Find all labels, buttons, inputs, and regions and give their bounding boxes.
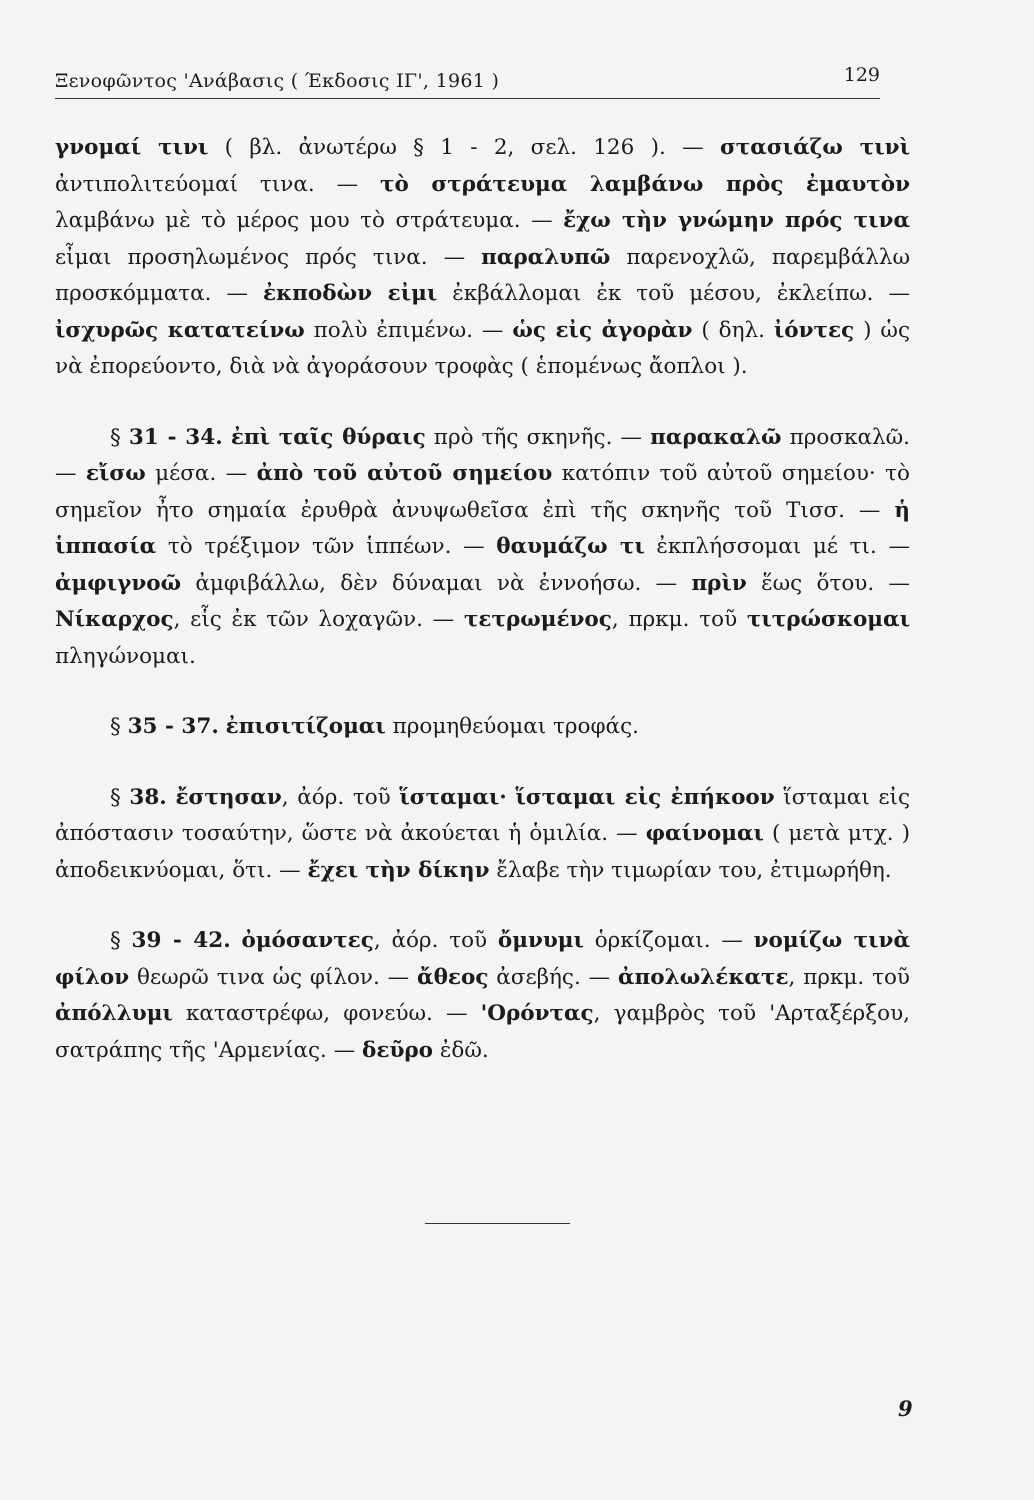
- gloss-text: ἕως ὅτου. —: [746, 570, 910, 596]
- headword: στασιάζω τινὶ: [719, 135, 910, 160]
- headword: ἔχω τὴν γνώμην πρός τινα: [563, 208, 910, 233]
- headword: φαίνομαι: [645, 821, 764, 846]
- headword: 31 - 34.: [128, 424, 223, 450]
- headword: νομίζω τινὰ φίλον: [55, 928, 911, 990]
- gloss-text: §: [110, 928, 132, 953]
- gloss-text: ἐκβάλλομαι ἐκ τοῦ μέσου, ἐκλείπω. —: [437, 281, 911, 306]
- end-rule: [425, 1223, 570, 1224]
- gloss-text: , ἀόρ. τοῦ: [281, 784, 400, 810]
- paragraph-section-38: [55, 780, 910, 890]
- gloss-text: ἀσεβής. —: [488, 964, 619, 990]
- headword: ἀπὸ τοῦ αὐτοῦ σημείου: [256, 461, 553, 486]
- paragraph-continuation: [55, 130, 910, 386]
- page-number: 129: [843, 64, 880, 86]
- gloss-text: κατόπιν τοῦ αὐτοῦ σημείου· τὸ σημεῖον ἦτο σημαία ἐρυθρὰ ἀνυψωθεῖσα ἐπὶ τῆς σκηνῆς τοῦ Τισσ. —: [55, 461, 910, 523]
- headword: παρακαλῶ: [650, 424, 782, 450]
- headword: 35 - 37.: [127, 714, 219, 739]
- headword: ἀπόλλυμι: [55, 1001, 173, 1026]
- gloss-text: §: [110, 714, 128, 739]
- headword: ὄμνυμι: [497, 928, 584, 953]
- headword: ἵσταμαι·: [399, 784, 507, 810]
- headword: ἀπολωλέκατε: [618, 964, 789, 990]
- headword: ἄθεος: [417, 964, 489, 990]
- gloss-text: [231, 928, 242, 953]
- running-header: [55, 64, 880, 99]
- headword: ἐκποδὼν εἰμι: [263, 281, 438, 306]
- headword: πρὶν: [691, 570, 747, 596]
- headword: ἐπισιτίζομαι: [225, 714, 386, 739]
- gloss-text: ἐκπλήσσομαι μέ τι. —: [644, 534, 910, 559]
- running-title: Ξενοφῶντος 'Ανάβασις ( Έκδοσις ΙΓ', 1961 ): [55, 70, 500, 92]
- headword: παραλυπῶ: [481, 244, 611, 270]
- gloss-text: λαμβάνω μὲ τὸ μέρος μου τὸ στράτευμα. —: [55, 208, 564, 233]
- gloss-text: τὸ τρέξιμον τῶν ἱππέων. —: [156, 534, 497, 559]
- signature-mark: 9: [898, 1396, 913, 1421]
- headword: τιτρώσκομαι: [746, 607, 910, 632]
- gloss-text: προμηθεύομαι τροφάς.: [385, 714, 639, 739]
- headword: 39 - 42.: [131, 928, 231, 953]
- headword: ὡς εἰς ἀγορὰν: [512, 317, 693, 343]
- gloss-text: ( βλ. ἀνωτέρω § 1 - 2, σελ. 126 ). —: [208, 135, 720, 160]
- gloss-text: §: [110, 784, 130, 810]
- headword: εἴσω: [85, 461, 146, 486]
- gloss-text: καταστρέφω, φονεύω. —: [172, 1001, 481, 1026]
- gloss-text: προσκαλῶ. —: [55, 424, 910, 486]
- gloss-text: ἐδῶ.: [433, 1037, 489, 1063]
- headword: Νίκαρχος: [55, 607, 174, 632]
- headword: δεῦρο: [362, 1037, 434, 1063]
- gloss-text: πληγώνομαι.: [55, 643, 196, 669]
- gloss-text: ( δηλ.: [692, 317, 774, 343]
- headword: τετρωμένος: [463, 607, 612, 632]
- gloss-text: παρενοχλῶ, παρεμβάλλω προσκόμματα. —: [55, 244, 910, 306]
- gloss-text: , ἀόρ. τοῦ: [373, 928, 498, 953]
- headword: ἀμφιγνοῶ: [55, 570, 182, 596]
- paragraph-section-39-42: [55, 923, 910, 1069]
- gloss-text: ὁρκίζομαι. —: [583, 928, 754, 953]
- gloss-text: , εἷς ἐκ τῶν λοχαγῶν. —: [173, 607, 464, 632]
- headword: ἰόντες: [773, 317, 855, 343]
- headword: ἔστησαν: [175, 784, 282, 810]
- gloss-text: θεωρῶ τινα ὡς φίλον. —: [129, 964, 418, 990]
- headword: ἵσταμαι εἰς ἐπήκοον: [515, 784, 775, 810]
- gloss-text: ἀμφιβάλλω, δὲν δύναμαι νὰ ἐννοήσω. —: [181, 570, 692, 596]
- gloss-text: ἵσταμαι εἰς ἀπόστασιν τοσαύτην, ὥστε νὰ ἀκούεται ἡ ὁμιλία. —: [55, 784, 910, 846]
- gloss-text: , πρκμ. τοῦ: [788, 964, 910, 990]
- gloss-text: ἔλαβε τὴν τιμωρίαν του, ἐτιμωρήθη.: [489, 857, 892, 883]
- paragraph-section-35-37: [55, 709, 910, 746]
- gloss-text: μέσα. —: [145, 461, 257, 486]
- headword: θαυμάζω τι: [496, 534, 645, 559]
- headword: τὸ στράτευμα λαμβάνω πρὸς ἐμαυτὸν: [380, 171, 910, 197]
- headword: ἡ ἱππασία: [55, 497, 910, 559]
- headword: 'Ορόντας: [480, 1001, 594, 1026]
- gloss-text: πολὺ ἐπιμένω. —: [304, 317, 513, 343]
- headword: ἔχει τὴν δίκην: [307, 857, 490, 883]
- gloss-text: , γαμβρὸς τοῦ 'Αρταξέρξου, σατράπης τῆς 'Αρμενίας. —: [55, 1001, 910, 1063]
- headword: ὀμόσαντες: [241, 928, 374, 953]
- gloss-text: πρὸ τῆς σκηνῆς. —: [425, 424, 651, 450]
- gloss-text: ) ὡς νὰ ἐπορεύοντο, διὰ νὰ ἀγοράσουν τροφὰς ( ἑπομένως ἄοπλοι ).: [55, 317, 910, 379]
- commentary-body: [55, 130, 910, 1069]
- headword: ἐπὶ ταῖς θύραις: [230, 424, 426, 450]
- gloss-text: , πρκμ. τοῦ: [611, 607, 747, 632]
- gloss-text: [219, 714, 226, 739]
- gloss-text: ( μετὰ μτχ. ) ἀποδεικνύομαι, ὅτι. —: [55, 821, 910, 883]
- headword: 38.: [129, 784, 167, 810]
- gloss-text: §: [110, 424, 129, 450]
- gloss-text: εἶμαι προσηλωμένος πρός τινα. —: [55, 244, 482, 270]
- gloss-text: ἀντιπολιτεύομαί τινα. —: [55, 171, 380, 197]
- headword: ἰσχυρῶς κατατείνω: [55, 317, 305, 343]
- paragraph-section-31-34: [55, 420, 910, 676]
- headword: γνομαί τινι: [55, 135, 209, 160]
- gloss-text: [223, 425, 231, 450]
